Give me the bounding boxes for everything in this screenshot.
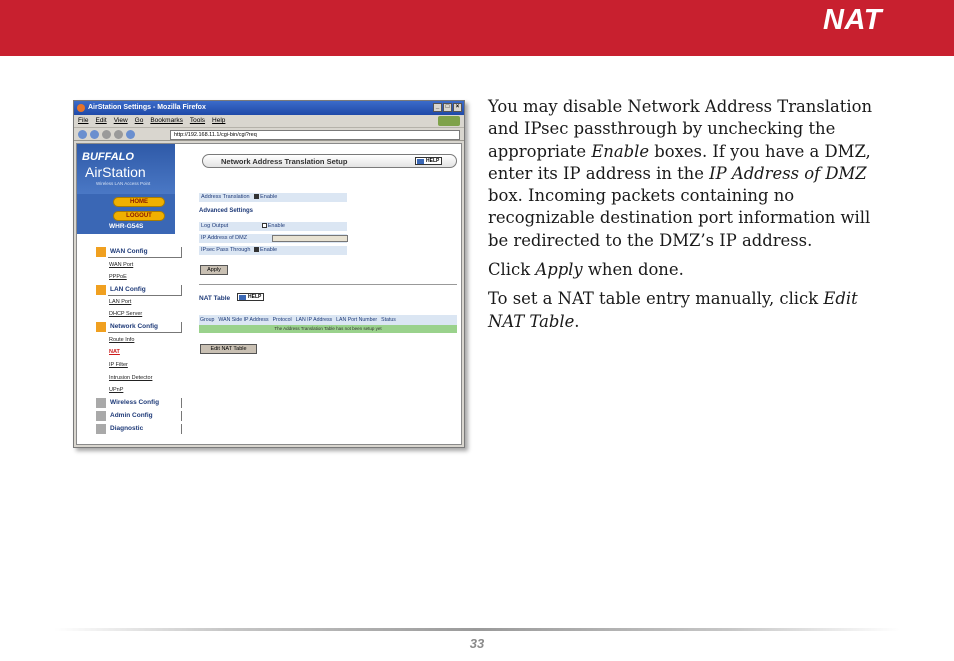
paragraph-click-apply [488, 259, 888, 281]
page-number: 33 [469, 636, 485, 651]
text-emphasis: Enable [591, 141, 650, 161]
sidebar-item-diagnostic[interactable] [96, 423, 182, 435]
ip-dmz-label: IP Address of DMZ [201, 235, 248, 241]
ip-dmz-row [199, 234, 347, 243]
forward-icon[interactable] [90, 130, 99, 139]
window-title: AirStation Settings - Mozilla Firefox [88, 104, 206, 111]
enable-label: Enable [259, 247, 278, 253]
apply-button[interactable]: Apply [200, 265, 228, 275]
back-icon[interactable] [78, 130, 87, 139]
home-button[interactable]: HOME [113, 197, 165, 207]
section-title-pill [202, 154, 457, 168]
sidebar-item-label: Admin Config [110, 412, 153, 419]
column-header: LAN Port Number [336, 317, 378, 323]
text-run: You may disable Network Address Translation and IPsec passthrough by unchecking the appropriate [488, 97, 873, 161]
brand-subtitle: Wireless LAN Access Point [96, 181, 151, 186]
footer-divider [54, 628, 900, 631]
sidebar-item-network-config[interactable] [96, 321, 182, 333]
body-text [488, 96, 888, 340]
model-name: WHR-G54S [109, 223, 144, 230]
ipsec-row [199, 246, 347, 255]
sidebar-link-route-info[interactable]: Route Info [109, 337, 135, 343]
ip-dmz-input[interactable] [272, 235, 348, 242]
ipsec-label: IPsec Pass Through [201, 247, 251, 253]
buffalo-logo: BUFFALO [82, 151, 134, 163]
sidebar-link-lan-port[interactable]: LAN Port [109, 299, 132, 305]
home-icon[interactable] [126, 130, 135, 139]
menu-edit[interactable]: Edit [95, 117, 107, 124]
address-translation-label: Address Translation [201, 194, 250, 200]
nat-table-heading: NAT Table [199, 295, 231, 302]
chevron-right-icon [96, 285, 106, 295]
reload-icon[interactable] [102, 130, 111, 139]
column-header: Group [200, 317, 215, 323]
divider [181, 285, 182, 295]
chevron-right-icon [96, 424, 106, 434]
text-run: To set a NAT table entry manually, click [488, 289, 824, 309]
page-viewport [76, 143, 462, 445]
sidebar-link-ip-filter[interactable]: IP Filter [109, 362, 128, 368]
navigation-bar [74, 127, 464, 141]
logout-button[interactable]: LOGOUT [113, 211, 165, 221]
divider [181, 398, 182, 408]
airstation-logo: AirStation [85, 164, 146, 180]
menu-bar [74, 115, 464, 127]
enable-label: Enable [260, 194, 278, 200]
menu-bookmarks[interactable]: Bookmarks [150, 117, 183, 124]
divider [108, 295, 182, 296]
url-bar[interactable]: http://192.168.11.1/cgi-bin/cgi?req [170, 130, 460, 140]
text-run: . [574, 311, 580, 331]
sidebar-item-label: Wireless Config [110, 399, 160, 406]
nat-help-button[interactable]: HELP [237, 293, 264, 301]
sidebar-link-nat[interactable]: NAT [109, 349, 120, 355]
sidebar-item-lan-config[interactable] [96, 284, 182, 296]
menu-tools[interactable]: Tools [189, 117, 206, 124]
log-output-label: Log Output [201, 223, 229, 229]
sidebar-item-label: Diagnostic [110, 425, 144, 432]
brand-panel [77, 144, 175, 194]
sidebar-item-wireless-config[interactable] [96, 397, 182, 409]
toolbar-logo-icon [438, 116, 460, 126]
column-header: Status [381, 317, 396, 323]
paragraph-edit-nat [488, 288, 888, 333]
text-run: when done. [582, 260, 684, 280]
firefox-icon [77, 104, 85, 112]
log-output-checkbox[interactable] [262, 223, 267, 228]
text-emphasis: IP Address of DMZ [709, 163, 867, 183]
text-emphasis: Edit NAT Table [488, 289, 858, 331]
text-emphasis: Apply [535, 260, 583, 280]
divider [108, 257, 182, 258]
advanced-settings-heading: Advanced Settings [199, 208, 254, 214]
maximize-icon[interactable]: □ [443, 103, 452, 112]
column-header: Protocol [272, 317, 292, 323]
sidebar-link-wan-port[interactable]: WAN Port [109, 262, 134, 268]
router-content [195, 144, 462, 444]
menu-view[interactable]: View [113, 117, 128, 124]
paragraph-disable-nat [488, 96, 888, 252]
menu-file[interactable]: File [78, 117, 89, 124]
sidebar-link-dhcp-server[interactable]: DHCP Server [109, 311, 143, 317]
nat-table-header [199, 315, 457, 325]
page-title: NAT [823, 4, 882, 36]
divider [181, 424, 182, 434]
help-button[interactable]: HELP [415, 157, 442, 165]
browser-screenshot [73, 100, 465, 448]
sidebar-link-upnp[interactable]: UPnP [109, 387, 124, 393]
enable-label: Enable [267, 223, 285, 229]
menu-go[interactable]: Go [134, 117, 144, 124]
header-bar [0, 0, 954, 56]
sidebar-item-label: LAN Config [110, 286, 146, 293]
chevron-right-icon [96, 411, 106, 421]
address-translation-row [199, 193, 347, 202]
divider [199, 284, 457, 285]
column-header: LAN IP Address [295, 317, 333, 323]
window-controls [433, 103, 462, 112]
column-header: WAN Side IP Address [218, 317, 269, 323]
sidebar-item-admin-config[interactable] [96, 410, 182, 422]
text-run: Click [488, 260, 536, 280]
chevron-right-icon [96, 322, 106, 332]
log-output-row [199, 222, 347, 231]
nat-table-empty-message: The Address Translation Table has not been setup yet [199, 325, 457, 333]
menu-help[interactable]: Help [212, 117, 226, 124]
window-titlebar [74, 101, 464, 115]
ipsec-checkbox[interactable] [254, 247, 259, 252]
stop-icon[interactable] [114, 130, 123, 139]
sidebar-item-label: Network Config [110, 323, 159, 330]
text-run: boxes. If you have a DMZ, enter its IP address in the [488, 141, 871, 183]
edit-nat-table-button[interactable]: Edit NAT Table [200, 344, 257, 354]
sidebar-item-wan-config[interactable] [96, 246, 182, 258]
text-run: box. Incoming packets containing no recognizable destination port information will be redirected to the DMZ’s IP address. [488, 186, 871, 250]
sidebar-link-intrusion-detector[interactable]: Intrusion Detector [109, 375, 153, 381]
divider [108, 332, 182, 333]
sidebar-item-label: WAN Config [110, 248, 148, 255]
section-title: Network Address Translation Setup [221, 157, 348, 166]
divider [181, 247, 182, 257]
chevron-right-icon [96, 398, 106, 408]
brand-nav-panel [77, 194, 175, 234]
address-translation-checkbox[interactable] [254, 194, 259, 199]
chevron-right-icon [96, 247, 106, 257]
close-icon[interactable]: × [453, 103, 462, 112]
router-sidebar [77, 144, 192, 444]
minimize-icon[interactable]: _ [433, 103, 442, 112]
divider [181, 322, 182, 332]
sidebar-link-pppoe[interactable]: PPPoE [109, 274, 127, 280]
divider [181, 411, 182, 421]
